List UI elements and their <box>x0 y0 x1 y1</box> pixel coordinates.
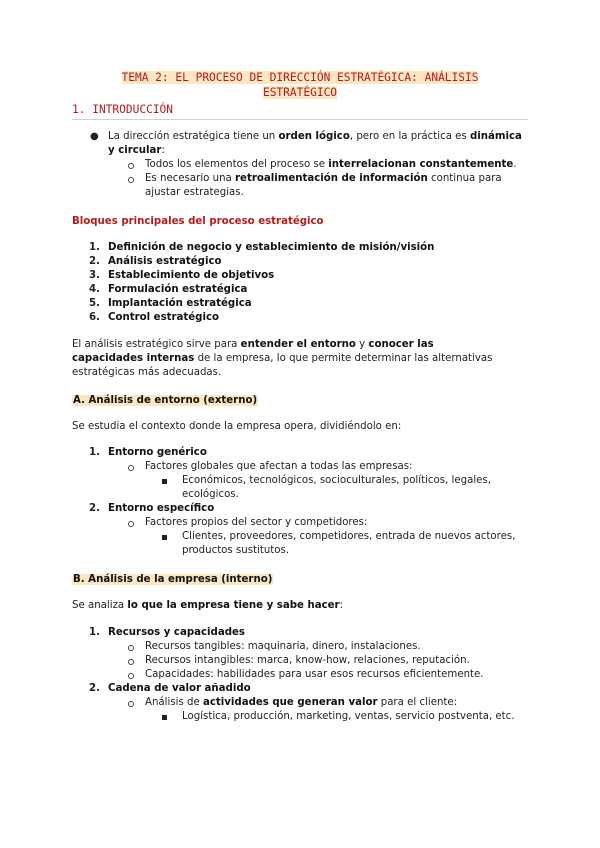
intro-bullet-line2: y circular: <box>108 145 165 156</box>
page-title: TEMA 2: EL PROCESO DE DIRECCIÓN ESTRATÉGICA: ANÁLISIS ESTRATÉGICO <box>121 71 479 99</box>
block-item-6: Control estratégico <box>108 312 220 323</box>
recursos-label: Recursos y capacidades <box>108 627 245 638</box>
list-number: 1. <box>89 627 100 638</box>
recursos-sub-2: Recursos intangibles: marca, know-how, relaciones, reputación. <box>145 655 470 666</box>
block-item-4: Formulación estratégica <box>108 284 248 295</box>
block-item-1: Definición de negocio y establecimiento de misión/visión <box>108 242 435 253</box>
entorno-generico-detail: Económicos, tecnológicos, socioculturales, políticos, legales, <box>182 475 491 486</box>
list-number: 4. <box>89 284 100 295</box>
entorno-generico-detail-cont: ecológicos. <box>182 489 239 500</box>
circle-bullet-icon <box>128 645 134 651</box>
section-heading-introduccion: 1. INTRODUCCIÓN <box>72 103 174 116</box>
section-b-intro: Se analiza lo que la empresa tiene y sabe hacer: <box>72 600 343 611</box>
circle-bullet-icon <box>128 521 134 527</box>
square-bullet-icon <box>162 715 167 720</box>
cadena-valor-label: Cadena de valor añadido <box>108 683 251 694</box>
entorno-especifico-label: Entorno específico <box>108 503 215 514</box>
intro-sub-item-2: Es necesario una retroalimentación de información continua para <box>145 173 502 184</box>
intro-sub-item-2-cont: ajustar estrategias. <box>145 187 244 198</box>
section-a-intro: Se estudia el contexto donde la empresa opera, dividiéndolo en: <box>72 421 402 432</box>
bullet-dot-icon: ● <box>90 131 99 142</box>
circle-bullet-icon <box>128 701 134 707</box>
intro-bullet-line1: La dirección estratégica tiene un orden lógico, pero en la práctica es dinámica <box>108 131 522 142</box>
circle-bullet-icon <box>128 163 134 169</box>
block-item-2: Análisis estratégico <box>108 256 222 267</box>
paragraph-line2: capacidades internas de la empresa, lo que permite determinar las alternativas <box>72 353 493 364</box>
cadena-valor-sub: Análisis de actividades que generan valor para el cliente: <box>145 697 458 708</box>
list-number: 3. <box>89 270 100 281</box>
cadena-valor-detail: Logística, producción, marketing, ventas, servicio postventa, etc. <box>182 711 515 722</box>
heading-divider <box>72 119 528 120</box>
paragraph-line3: estratégicas más adecuadas. <box>72 367 222 378</box>
list-number: 1. <box>89 242 100 253</box>
circle-bullet-icon <box>128 177 134 183</box>
recursos-sub-1: Recursos tangibles: maquinaria, dinero, instalaciones. <box>145 641 421 652</box>
circle-bullet-icon <box>128 465 134 471</box>
list-number: 6. <box>89 312 100 323</box>
block-item-3: Establecimiento de objetivos <box>108 270 275 281</box>
entorno-generico-sub: Factores globales que afectan a todas las empresas: <box>145 461 413 472</box>
entorno-generico-label: Entorno genérico <box>108 447 207 458</box>
entorno-especifico-detail-cont: productos sustitutos. <box>182 545 290 556</box>
recursos-sub-3: Capacidades: habilidades para usar esos recursos eficientemente. <box>145 669 484 680</box>
list-number: 1. <box>89 447 100 458</box>
list-number: 5. <box>89 298 100 309</box>
intro-sub-item-1: Todos los elementos del proceso se interrelacionan constantemente. <box>145 159 517 170</box>
circle-bullet-icon <box>128 673 134 679</box>
square-bullet-icon <box>162 535 167 540</box>
entorno-especifico-sub: Factores propios del sector y competidores: <box>145 517 368 528</box>
entorno-especifico-detail: Clientes, proveedores, competidores, entrada de nuevos actores, <box>182 531 516 542</box>
paragraph-line1: El análisis estratégico sirve para entender el entorno y conocer las <box>72 339 434 350</box>
blocks-heading: Bloques principales del proceso estratégico <box>72 216 324 227</box>
list-number: 2. <box>89 256 100 267</box>
list-number: 2. <box>89 503 100 514</box>
square-bullet-icon <box>162 479 167 484</box>
block-item-5: Implantación estratégica <box>108 298 252 309</box>
section-a-heading: A. Análisis de entorno (externo) <box>73 395 258 406</box>
circle-bullet-icon <box>128 659 134 665</box>
section-b-heading: B. Análisis de la empresa (interno) <box>73 574 273 585</box>
list-number: 2. <box>89 683 100 694</box>
